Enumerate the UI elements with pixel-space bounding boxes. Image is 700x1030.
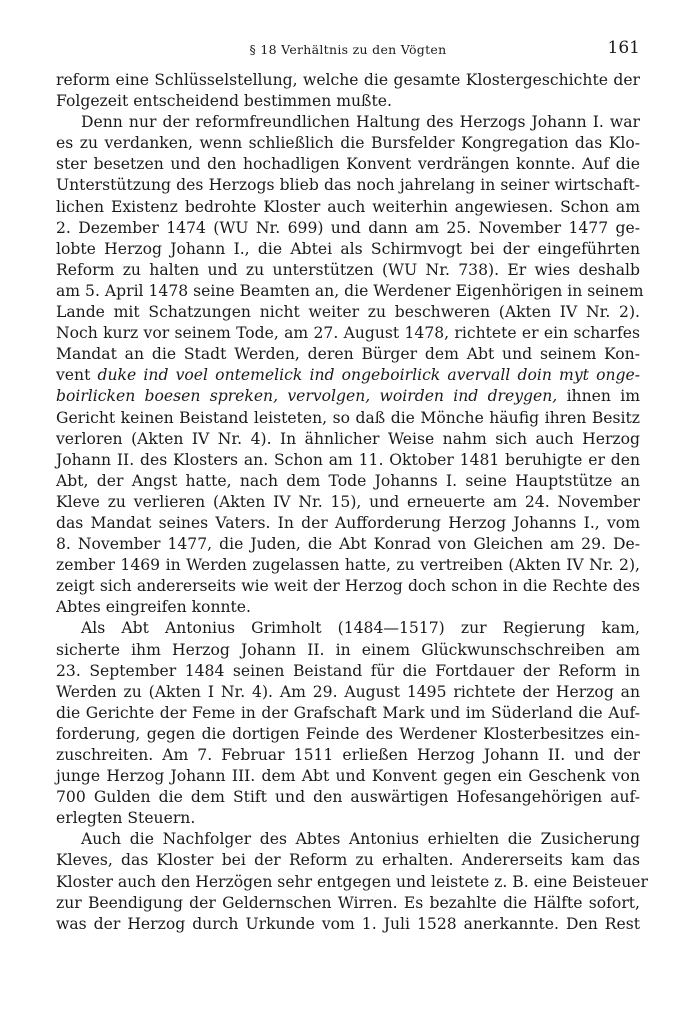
text-line xyxy=(56,893,640,914)
text-line xyxy=(56,112,640,133)
text-run: Gericht keinen Beistand leisteten, so daß die Mönche häufig ihren Besitz xyxy=(56,408,640,427)
text-run: forderung, gegen die dortigen Feinde des Werdener Klosterbesitzes ein- xyxy=(56,724,640,743)
text-run: Unterstützung des Herzogs blieb das noch jahrelang in seiner wirtschaft- xyxy=(56,176,640,195)
text-line xyxy=(56,724,640,745)
text-line xyxy=(56,640,640,661)
text-line xyxy=(56,281,644,302)
text-line xyxy=(56,302,640,323)
text-line xyxy=(56,914,640,935)
text-run: am 5. April 1478 seine Beamten an, die Werdener Eigenhörigen in seinem xyxy=(56,281,644,300)
text-line xyxy=(56,197,640,218)
text-line xyxy=(56,618,640,639)
text-line xyxy=(56,154,640,175)
text-line xyxy=(56,91,640,112)
page-number: 161 xyxy=(607,38,640,58)
text-run: ihnen im xyxy=(557,387,640,406)
paragraph xyxy=(56,70,640,112)
text-run: Kloster auch den Herzögen sehr entgegen und leistete z. B. eine Beisteuer xyxy=(56,872,648,891)
running-title: § 18 Verhältnis zu den Vögten xyxy=(249,42,447,57)
text-line xyxy=(56,408,640,429)
text-run: reform eine Schlüsselstellung, welche die gesamte Klostergeschichte der xyxy=(56,71,640,89)
running-head xyxy=(56,38,640,62)
text-run: Abt, der Angst hatte, nach dem Tode Johanns I. seine Hauptstütze an xyxy=(56,471,640,490)
text-run: 2. Dezember 1474 (WU Nr. 699) und dann am 25. November 1477 ge- xyxy=(56,218,640,237)
text-run: junge Herzog Johann III. dem Abt und Konvent gegen ein Geschenk von xyxy=(56,767,640,786)
text-run: das Mandat seines Vaters. In der Aufforderung Herzog Johanns I., vom xyxy=(56,513,640,532)
text-line xyxy=(56,682,640,703)
text-line xyxy=(56,365,640,386)
text-run: Reform zu halten und zu unterstützen (WU Nr. 738). Er wies deshalb xyxy=(56,260,640,279)
text-line xyxy=(56,808,640,829)
text-line xyxy=(56,239,640,260)
paragraph xyxy=(56,829,648,934)
text-line xyxy=(56,850,640,871)
text-line xyxy=(56,555,640,576)
text-line xyxy=(56,492,640,513)
text-line xyxy=(56,218,640,239)
text-run: Noch kurz vor seinem Tode, am 27. August 1478, richtete er ein scharfes xyxy=(56,324,640,343)
text-run: Kleves, das Kloster bei der Reform zu erhalten. Andererseits kam das xyxy=(56,851,640,870)
text-run: Denn nur der reformfreundlichen Haltung des Herzogs Johann I. war xyxy=(81,113,640,132)
text-run: Lande mit Schatzungen nicht weiter zu beschweren (Akten IV Nr. 2). xyxy=(56,303,640,322)
text-run: Mandat an die Stadt Werden, deren Bürger dem Abt und seinem Kon- xyxy=(56,345,640,364)
text-run: vent xyxy=(56,366,98,385)
text-run: zur Beendigung der Geldernschen Wirren. Es bezahlte die Hälfte sofort, xyxy=(56,893,640,912)
text-run: ster besetzen und den hochadligen Konvent verdrängen konnte. Auf die xyxy=(56,155,640,174)
text-run: Johann II. des Klosters an. Schon am 11. Oktober 1481 beruhigte er den xyxy=(56,450,640,469)
text-line xyxy=(56,344,640,365)
text-run: zeigt sich andererseits wie weit der Herzog doch schon in die Rechte des xyxy=(56,577,640,596)
text-run: Werden zu (Akten I Nr. 4). Am 29. August 1495 richtete der Herzog an xyxy=(56,682,640,701)
text-line xyxy=(56,872,648,893)
text-run: zuschreiten. Am 7. Februar 1511 erließen Herzog Johann II. und der xyxy=(56,746,640,764)
text-run: Auch die Nachfolger des Abtes Antonius erhielten die Zusicherung xyxy=(81,830,640,849)
text-run: verloren (Akten IV Nr. 4). In ähnlicher Weise nahm sich auch Herzog xyxy=(56,429,640,448)
paragraph xyxy=(56,112,644,618)
text-run: Kleve zu verlieren (Akten IV Nr. 15), und erneuerte am 24. November xyxy=(56,492,640,511)
text-line xyxy=(56,787,640,808)
text-run: Als Abt Antonius Grimholt (1484—1517) zur Regierung kam, xyxy=(81,619,640,638)
text-line xyxy=(56,429,640,450)
text-line xyxy=(56,175,640,196)
text-line xyxy=(56,513,640,534)
text-run: erlegten Steuern. xyxy=(56,809,196,828)
text-run: was der Herzog durch Urkunde vom 1. Juli 1528 anerkannte. Den Rest xyxy=(56,914,640,933)
text-line xyxy=(56,703,640,724)
text-run: lobte Herzog Johann I., die Abtei als Schirmvogt bei der eingeführten xyxy=(56,239,640,258)
text-line xyxy=(56,597,640,618)
text-run: Folgezeit entscheidend bestimmen mußte. xyxy=(56,92,392,111)
italic-quote: duke ind voel ontemelick ind ongeboirlick avervall doin myt onge- xyxy=(97,366,640,385)
text-run: die Gerichte der Feme in der Grafschaft Mark und im Süderland die Auf- xyxy=(56,703,640,722)
text-line xyxy=(56,260,640,281)
italic-quote: boirlicken boesen spreken, vervolgen, woirden ind dreygen, xyxy=(56,387,558,406)
text-line xyxy=(56,745,640,766)
text-line xyxy=(56,829,640,850)
text-line xyxy=(56,133,640,154)
text-line xyxy=(56,386,640,407)
text-line xyxy=(56,576,640,597)
text-line xyxy=(56,471,640,492)
text-line xyxy=(56,661,640,682)
text-line xyxy=(56,534,640,555)
text-run: es zu verdanken, wenn schließlich die Bursfelder Kongregation das Klo- xyxy=(56,134,640,153)
text-line xyxy=(56,450,640,471)
text-run: 700 Gulden die dem Stift und den auswärtigen Hofesangehörigen auf- xyxy=(56,788,640,807)
text-line xyxy=(56,766,640,787)
text-run: zember 1469 in Werden zugelassen hatte, zu vertreiben (Akten IV Nr. 2), xyxy=(56,556,640,575)
text-line xyxy=(56,323,640,344)
paragraph xyxy=(56,618,640,829)
text-run: Abtes eingreifen konnte. xyxy=(56,598,251,617)
text-run: lichen Existenz bedrohte Kloster auch weiterhin angewiesen. Schon am xyxy=(56,197,640,216)
text-run: 8. November 1477, die Juden, die Abt Konrad von Gleichen am 29. De- xyxy=(56,535,640,554)
body-text xyxy=(56,70,648,935)
text-line xyxy=(56,70,640,91)
text-run: 23. September 1484 seinen Beistand für die Fortdauer der Reform in xyxy=(56,661,640,680)
text-run: sicherte ihm Herzog Johann II. in einem Glückwunschschreiben am xyxy=(56,640,640,659)
